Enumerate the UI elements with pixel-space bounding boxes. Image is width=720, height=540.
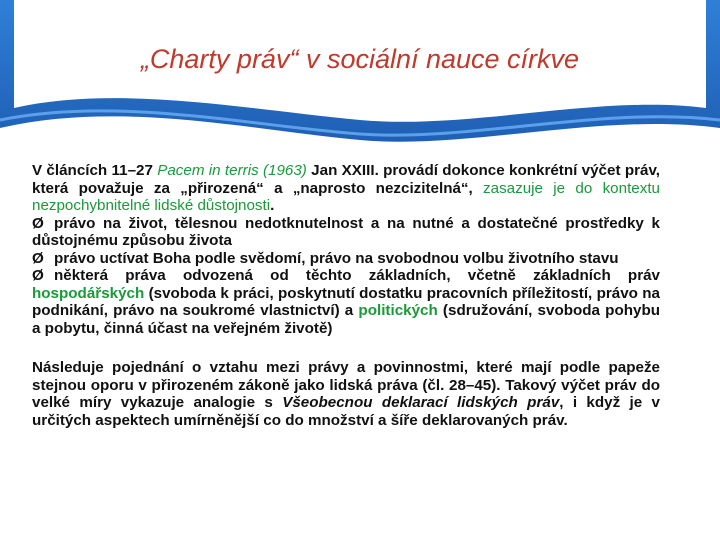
text-run: Následuje pojednání o vztahu mezi právy a povinnostmi, které mají podle papeže stejnou oporu v přirozeném zákoně jako lidská práva (čl. 28–45). Takový výčet práv do velké míry vykazuje analogie s bbox=[32, 359, 660, 411]
text-run: , i když je v určitých aspektech umírněnější co do množství a šíře deklarovaných práv. bbox=[32, 394, 660, 429]
bullet-text: právo uctívat Boha podle svědomí, právo na svobodnou volbu životního stavu bbox=[54, 249, 619, 267]
highlight-political: politických bbox=[358, 302, 438, 319]
declaration-title: Všeobecnou deklarací lidských práv bbox=[282, 394, 560, 411]
slide-content bbox=[32, 162, 660, 429]
page-title: „Charty práv“ v sociální nauce církve bbox=[140, 44, 580, 74]
paragraph-intro bbox=[32, 162, 660, 215]
header-wave-banner bbox=[0, 0, 720, 150]
text-run: . bbox=[270, 197, 275, 214]
text-run: V článcích 11–27 bbox=[32, 162, 158, 179]
highlight-economic: hospodářských bbox=[32, 284, 145, 302]
text-run: některá práva odvozená od těchto základních, včetně základních práv bbox=[54, 267, 660, 284]
bullet-item bbox=[32, 215, 660, 250]
bullet-text: právo na život, tělesnou nedotknutelnost a na nutné a dostatečné prostředky k důstojnému způsobu života bbox=[32, 214, 660, 249]
spacer bbox=[32, 337, 660, 359]
arrow-bullet-icon: Ø bbox=[32, 249, 44, 267]
text-run: (svoboda k práci, poskytnutí dostatku pracovních příležitostí, právo na podnikání, právo na soukromé vlastnictví) a bbox=[32, 284, 660, 319]
text-run: (sdružování, svoboda pohybu a pobytu, činná účast na veřejném životě) bbox=[32, 302, 661, 337]
bullet-item bbox=[32, 250, 660, 268]
text-run: Jan XXIII. provádí dokonce konkrétní výčet práv, která považuje za „přirozená“ a „naprosto nezcizitelná“, bbox=[32, 162, 660, 197]
highlight-dignity: zasazuje je do kontextu nezpochybnitelné lidské důstojnosti bbox=[32, 179, 660, 214]
highlight-encyclical: Pacem in terris (1963) bbox=[157, 162, 307, 179]
arrow-bullet-icon: Ø bbox=[32, 214, 44, 232]
paragraph-followup bbox=[32, 359, 660, 429]
arrow-bullet-icon: Ø bbox=[32, 267, 44, 284]
bullet-item bbox=[32, 267, 660, 337]
